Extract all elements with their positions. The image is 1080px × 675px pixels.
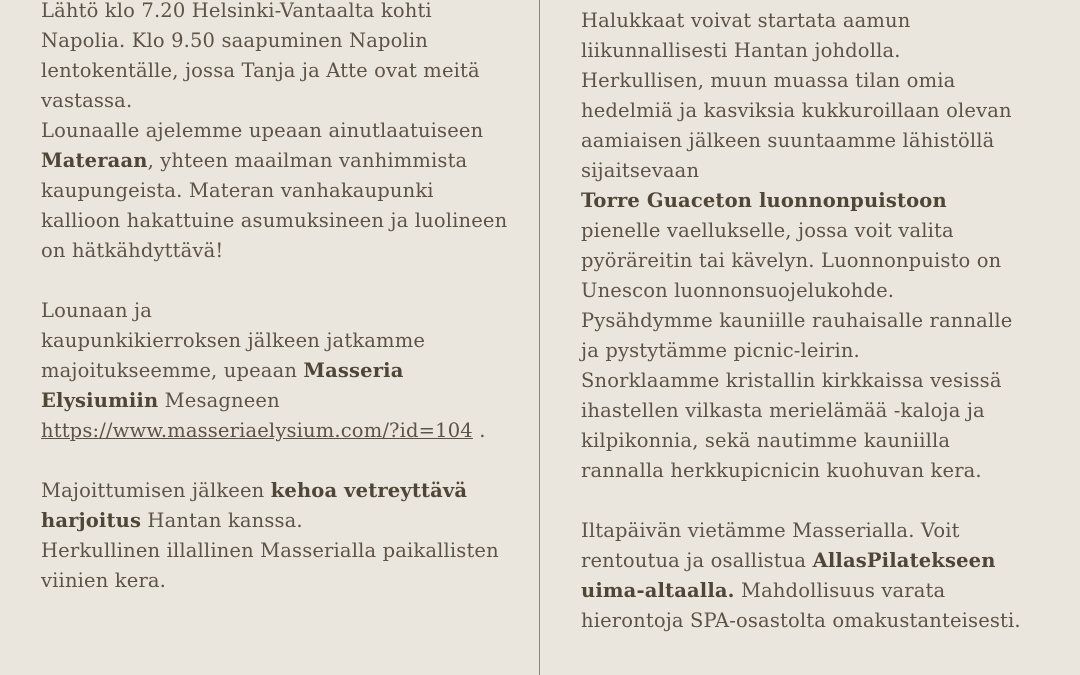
paragraph-park-day [581,6,1061,486]
text-line: liikunnallisesti Hantan johdolla. [581,39,901,62]
text-line: vastassa. [41,89,133,112]
text-line: ihastellen vilkasta merielämää -kaloja ja [581,399,985,422]
text-line: kaupungeista. Materan vanhakaupunki [41,179,434,202]
paragraph-evening [41,476,536,596]
text-fragment: Mahdollisuus varata [734,579,946,602]
text-line: aamiaisen jälkeen suuntaamme lähistöllä [581,129,995,152]
text-line: hierontoja SPA-osastolta omakustanteisesti. [581,609,1021,632]
text-fragment: Mesagneen [158,389,280,412]
text-fragment: , yhteen maailman vanhimmista [147,149,468,172]
text-fragment: Majoittumisen jälkeen [41,479,271,502]
text-line: viinien kera. [41,569,167,592]
text-line: Napolia. Klo 9.50 saapuminen Napolin [41,29,428,52]
text-fragment: majoitukseemme, upeaan [41,359,304,382]
text-line: kaupunkikierroksen jälkeen jatkamme [41,329,426,352]
right-column [581,6,1061,636]
text-line: Halukkaat voivat startata aamun [581,9,911,32]
text-line: Herkullinen illallinen Masserialla paikallisten [41,539,499,562]
highlight-masseria: Masseria [303,359,404,382]
text-line: Lounaan ja [41,299,152,322]
text-line [581,186,1061,216]
text-line: Lähtö klo 7.20 Helsinki-Vantaalta kohti [41,0,432,22]
paragraph-afternoon [581,516,1061,636]
text-line: sijaitsevaan [581,159,700,182]
text-line: ja pystytämme picnic-leirin. [581,339,860,362]
left-column [41,0,536,596]
text-line [41,386,536,416]
highlight-matera: Materaan [41,149,148,172]
highlight-elysiumiin: Elysiumiin [41,389,159,412]
highlight-harjoitus: harjoitus [41,509,142,532]
text-line: hedelmiä ja kasviksia kukkuroillaan olevan [581,99,1012,122]
text-line: on hätkähdyttävä! [41,239,224,262]
text-line [581,546,1061,576]
highlight-allaspilates: AllasPilatekseen [812,549,996,572]
text-line: Pysähdymme kauniille rauhaisalle rannalle [581,309,1013,332]
column-divider [539,0,540,675]
text-line: Unescon luonnonsuojelukohde. [581,279,895,302]
text-line: pienelle vaellukselle, jossa voit valita [581,219,954,242]
paragraph-gap [41,446,536,476]
text-line: Iltapäivän vietämme Masserialla. Voit [581,519,960,542]
highlight-torre-guaceto: Torre Guaceton luonnonpuistoon [581,189,947,212]
text-line: kallioon hakattuine asumuksineen ja luolineen [41,209,508,232]
paragraph-arrival [41,0,536,266]
text-line: Herkullisen, muun muassa tilan omia [581,69,956,92]
text-line: Lounaalle ajelemme upeaan ainutlaatuiseen [41,119,484,142]
text-line [41,416,536,446]
text-fragment: . [472,419,486,442]
text-line [581,576,1061,606]
paragraph-gap [41,266,536,296]
text-fragment: rentoutua ja osallistua [581,549,813,572]
text-line [41,146,536,176]
masseria-website-link[interactable]: https://www.masseriaelysium.com/?id=104 [41,419,473,442]
paragraph-accommodation [41,296,536,446]
text-line [41,476,536,506]
highlight-exercise: kehoa vetreyttävä [270,479,468,502]
text-line: kilpikonnia, sekä nautimme kauniilla [581,429,951,452]
text-line [41,506,536,536]
text-line: pyöräreitin tai kävelyn. Luonnonpuisto on [581,249,1002,272]
text-fragment: Hantan kanssa. [141,509,303,532]
highlight-pool: uima-altaalla. [581,579,735,602]
text-line: Snorklaamme kristallin kirkkaissa vesissä [581,369,1002,392]
text-line: rannalla herkkupicnicin kuohuvan kera. [581,459,982,482]
text-line: lentokentälle, jossa Tanja ja Atte ovat meitä [41,59,480,82]
text-line [41,356,536,386]
paragraph-gap [581,486,1061,516]
